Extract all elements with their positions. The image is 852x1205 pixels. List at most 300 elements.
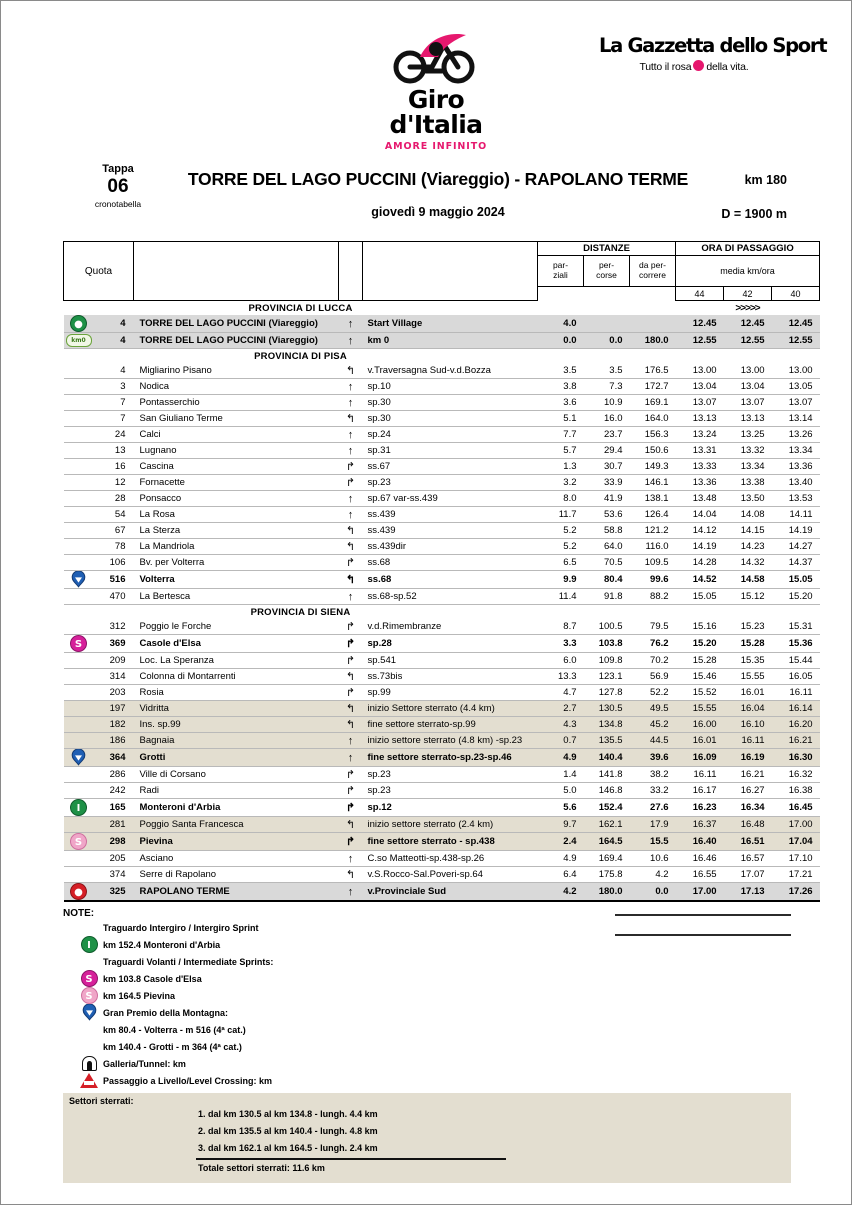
row-da-percorrere: 56.9 — [630, 669, 676, 685]
speed-arrows: >>>>> — [735, 302, 760, 314]
note-volanti-heading — [63, 953, 791, 970]
province-row-lucca — [64, 301, 820, 316]
signature-line-1 — [615, 914, 791, 916]
row-quota: 298 — [94, 833, 134, 851]
row-parziali: 3.5 — [538, 363, 584, 379]
row-icon-cell — [64, 817, 94, 833]
row-parziali: 5.0 — [538, 783, 584, 799]
row-place: Asciano — [134, 851, 339, 867]
table-row — [64, 379, 820, 395]
row-direction-arrow-icon: ↱ — [339, 767, 363, 783]
row-time-44: 16.40 — [676, 833, 724, 851]
gazzetta-logo — [599, 34, 827, 73]
row-time-40: 14.37 — [772, 555, 820, 571]
row-da-percorrere: 138.1 — [630, 491, 676, 507]
row-road: ss.439 — [363, 523, 538, 539]
table-head — [64, 242, 820, 301]
table-row — [64, 539, 820, 555]
level-crossing-icon — [75, 1073, 103, 1088]
row-road: inizio Settore sterrato (4.4 km) — [363, 701, 538, 717]
row-time-44: 16.55 — [676, 867, 724, 883]
row-da-percorrere: 52.2 — [630, 685, 676, 701]
row-road: sp.30 — [363, 411, 538, 427]
row-parziali: 6.0 — [538, 653, 584, 669]
row-time-42: 16.34 — [724, 799, 772, 817]
tunnel-text: Galleria/Tunnel: km — [103, 1058, 186, 1069]
row-percorse — [584, 315, 630, 333]
giro-logo-subtitle: AMORE INFINITO — [384, 141, 488, 152]
row-quota: 186 — [94, 733, 134, 749]
table-row — [64, 851, 820, 867]
row-direction-arrow-icon: ↰ — [339, 411, 363, 427]
row-time-42: 14.23 — [724, 539, 772, 555]
table-row — [64, 571, 820, 589]
row-place: Casole d'Elsa — [134, 635, 339, 653]
row-parziali: 0.0 — [538, 333, 584, 349]
row-da-percorrere: 176.5 — [630, 363, 676, 379]
row-time-40: 15.05 — [772, 571, 820, 589]
row-place: Fornacette — [134, 475, 339, 491]
row-icon-cell — [64, 315, 94, 333]
row-percorse: 123.1 — [584, 669, 630, 685]
row-icon-cell — [64, 851, 94, 867]
row-quota: 203 — [94, 685, 134, 701]
row-time-42: 15.35 — [724, 653, 772, 669]
gazzetta-subtitle — [599, 60, 789, 73]
row-place: Nodica — [134, 379, 339, 395]
row-direction-arrow-icon: ↑ — [339, 749, 363, 767]
row-icon-cell — [64, 427, 94, 443]
row-time-40: 16.20 — [772, 717, 820, 733]
gpm-icon — [70, 749, 87, 766]
row-parziali: 2.4 — [538, 833, 584, 851]
row-direction-arrow-icon: ↑ — [339, 443, 363, 459]
row-time-42: 13.00 — [724, 363, 772, 379]
row-direction-arrow-icon: ↑ — [339, 491, 363, 507]
row-time-44: 16.17 — [676, 783, 724, 799]
row-time-40: 13.36 — [772, 459, 820, 475]
row-time-40: 16.38 — [772, 783, 820, 799]
signature-lines — [615, 914, 791, 954]
row-parziali: 4.3 — [538, 717, 584, 733]
province-label-pisa: PROVINCIA DI PISA — [254, 350, 347, 362]
table-row — [64, 491, 820, 507]
row-quota: 24 — [94, 427, 134, 443]
row-place: Colonna di Montarrenti — [134, 669, 339, 685]
table-row — [64, 653, 820, 669]
sterrati-title: Settori sterrati: — [69, 1096, 134, 1106]
header-da-percorrere — [630, 256, 676, 287]
row-time-40: 17.04 — [772, 833, 820, 851]
row-time-44: 14.28 — [676, 555, 724, 571]
sterrati-item: 2. dal km 135.5 al km 140.4 - lungh. 4.8 km — [198, 1126, 378, 1136]
row-road: ss.73bis — [363, 669, 538, 685]
row-place: Volterra — [134, 571, 339, 589]
row-icon-cell — [64, 571, 94, 589]
header-place-blank — [134, 242, 339, 301]
gazzetta-sub-before: Tutto il rosa — [639, 61, 692, 73]
row-percorse: 7.3 — [584, 379, 630, 395]
row-place: Ins. sp.99 — [134, 717, 339, 733]
row-percorse: 16.0 — [584, 411, 630, 427]
row-place: La Bertesca — [134, 589, 339, 605]
stage-number-box — [73, 163, 163, 209]
table-row — [64, 685, 820, 701]
sterrati-total: Totale settori sterrati: 11.6 km — [198, 1163, 325, 1173]
table-row — [64, 427, 820, 443]
row-parziali: 4.0 — [538, 315, 584, 333]
stage-distance: km 180 — [744, 173, 787, 187]
row-time-44: 14.19 — [676, 539, 724, 555]
table-row — [64, 867, 820, 883]
row-da-percorrere: 49.5 — [630, 701, 676, 717]
row-direction-arrow-icon: ↑ — [339, 883, 363, 902]
row-road: sp.99 — [363, 685, 538, 701]
row-direction-arrow-icon: ↰ — [339, 817, 363, 833]
province-blank-lucca — [538, 301, 676, 316]
header-road-blank — [363, 242, 538, 301]
row-quota: 312 — [94, 619, 134, 635]
row-icon-cell — [64, 491, 94, 507]
row-percorse: 58.8 — [584, 523, 630, 539]
intergiro-heading-text: Traguardo Intergiro / Intergiro Sprint — [103, 922, 259, 933]
row-direction-arrow-icon: ↰ — [339, 669, 363, 685]
header-direction-blank — [339, 242, 363, 301]
row-icon-cell — [64, 749, 94, 767]
row-da-percorrere: 169.1 — [630, 395, 676, 411]
row-place: Vidritta — [134, 701, 339, 717]
row-direction-arrow-icon: ↑ — [339, 315, 363, 333]
row-icon-cell — [64, 733, 94, 749]
row-direction-arrow-icon: ↰ — [339, 523, 363, 539]
sterrati-box — [63, 1093, 791, 1183]
note-volanti-1 — [63, 970, 791, 987]
row-place: Loc. La Speranza — [134, 653, 339, 669]
row-place: Migliarino Pisano — [134, 363, 339, 379]
row-time-44: 16.37 — [676, 817, 724, 833]
row-parziali: 0.7 — [538, 733, 584, 749]
row-time-40: 16.30 — [772, 749, 820, 767]
row-time-44: 15.16 — [676, 619, 724, 635]
row-road: sp.541 — [363, 653, 538, 669]
gazzetta-sub-after: della vita. — [706, 61, 749, 73]
row-time-44: 13.48 — [676, 491, 724, 507]
row-parziali: 11.4 — [538, 589, 584, 605]
row-road: sp.23 — [363, 475, 538, 491]
row-quota: 106 — [94, 555, 134, 571]
row-time-40: 16.14 — [772, 701, 820, 717]
row-icon-cell — [64, 767, 94, 783]
stage-elevation-gain: D = 1900 m — [721, 207, 787, 221]
row-time-42: 16.11 — [724, 733, 772, 749]
table-row — [64, 783, 820, 799]
row-da-percorrere: 109.5 — [630, 555, 676, 571]
row-time-40: 13.05 — [772, 379, 820, 395]
row-time-42: 17.07 — [724, 867, 772, 883]
row-time-42: 14.58 — [724, 571, 772, 589]
row-parziali: 8.7 — [538, 619, 584, 635]
row-place: Rosia — [134, 685, 339, 701]
row-parziali: 3.3 — [538, 635, 584, 653]
row-percorse: 164.5 — [584, 833, 630, 851]
row-da-percorrere: 27.6 — [630, 799, 676, 817]
page-title: TORRE DEL LAGO PUCCINI (Viareggio) - RAPOLANO TERME — [187, 169, 689, 189]
row-time-42: 12.45 — [724, 315, 772, 333]
row-parziali: 11.7 — [538, 507, 584, 523]
header-speed-42: 42 — [724, 287, 772, 301]
table-row — [64, 799, 820, 817]
row-time-40: 16.11 — [772, 685, 820, 701]
row-icon-cell — [64, 475, 94, 491]
row-percorse: 180.0 — [584, 883, 630, 902]
row-time-44: 13.33 — [676, 459, 724, 475]
table-row — [64, 459, 820, 475]
note-crossing — [63, 1072, 791, 1089]
crossing-text: Passaggio a Livello/Level Crossing: km — [103, 1075, 273, 1086]
row-da-percorrere: 33.2 — [630, 783, 676, 799]
row-road: v.S.Rocco-Sal.Poveri-sp.64 — [363, 867, 538, 883]
table-row — [64, 411, 820, 427]
row-icon-cell — [64, 333, 94, 349]
table-body — [64, 301, 820, 902]
row-place: Cascina — [134, 459, 339, 475]
table-row — [64, 717, 820, 733]
note-volanti-2 — [63, 987, 791, 1004]
tunnel-icon — [75, 1056, 103, 1071]
row-parziali: 4.2 — [538, 883, 584, 902]
row-percorse: 80.4 — [584, 571, 630, 589]
province-row-siena — [64, 605, 820, 620]
row-da-percorrere: 126.4 — [630, 507, 676, 523]
row-time-44: 15.46 — [676, 669, 724, 685]
stage-date: giovedì 9 maggio 2024 — [371, 205, 505, 219]
table-row — [64, 555, 820, 571]
row-quota: 364 — [94, 749, 134, 767]
km-zero-icon: km0 — [66, 334, 92, 347]
row-direction-arrow-icon: ↱ — [339, 799, 363, 817]
table-row — [64, 883, 820, 902]
row-percorse: 0.0 — [584, 333, 630, 349]
header-media-kmora: media km/ora — [676, 256, 820, 287]
volanti-1-text: km 103.8 Casole d'Elsa — [103, 973, 202, 984]
row-time-44: 16.23 — [676, 799, 724, 817]
row-icon-cell — [64, 799, 94, 817]
table-row — [64, 817, 820, 833]
row-da-percorrere: 99.6 — [630, 571, 676, 589]
row-time-44: 12.45 — [676, 315, 724, 333]
row-time-40: 14.19 — [772, 523, 820, 539]
logo-band — [1, 1, 851, 161]
row-time-44: 16.01 — [676, 733, 724, 749]
row-percorse: 109.8 — [584, 653, 630, 669]
table-row — [64, 701, 820, 717]
sprint-magenta-icon: S — [70, 635, 87, 652]
row-time-40: 15.44 — [772, 653, 820, 669]
header-parziali-l1: par- — [552, 260, 569, 271]
row-percorse: 103.8 — [584, 635, 630, 653]
table-row — [64, 523, 820, 539]
row-quota: 369 — [94, 635, 134, 653]
row-direction-arrow-icon: ↰ — [339, 717, 363, 733]
row-place: Pievina — [134, 833, 339, 851]
row-parziali: 5.6 — [538, 799, 584, 817]
row-da-percorrere: 150.6 — [630, 443, 676, 459]
row-icon-cell — [64, 379, 94, 395]
header-speed-40: 40 — [772, 287, 820, 301]
row-icon-cell — [64, 589, 94, 605]
row-time-42: 15.23 — [724, 619, 772, 635]
row-road: ss.67 — [363, 459, 538, 475]
note-gpm-1 — [63, 1021, 791, 1038]
table-row — [64, 833, 820, 851]
row-time-42: 16.48 — [724, 817, 772, 833]
row-place: San Giuliano Terme — [134, 411, 339, 427]
row-road: sp.30 — [363, 395, 538, 411]
row-da-percorrere: 88.2 — [630, 589, 676, 605]
row-time-42: 13.50 — [724, 491, 772, 507]
row-direction-arrow-icon: ↑ — [339, 427, 363, 443]
row-direction-arrow-icon: ↱ — [339, 833, 363, 851]
row-quota: 54 — [94, 507, 134, 523]
row-parziali: 3.6 — [538, 395, 584, 411]
row-road: ss.68-sp.52 — [363, 589, 538, 605]
province-blank-pisa — [538, 349, 820, 364]
row-road: sp.31 — [363, 443, 538, 459]
row-percorse: 70.5 — [584, 555, 630, 571]
intergiro-entry-text: km 152.4 Monteroni d'Arbia — [103, 939, 221, 950]
row-quota: 165 — [94, 799, 134, 817]
note-gpm-heading — [63, 1004, 791, 1021]
row-percorse: 33.9 — [584, 475, 630, 491]
row-place: Lugnano — [134, 443, 339, 459]
row-quota: 16 — [94, 459, 134, 475]
row-da-percorrere: 70.2 — [630, 653, 676, 669]
sterrati-items — [63, 1106, 791, 1157]
row-place: Bagnaia — [134, 733, 339, 749]
table-row — [64, 669, 820, 685]
row-place: Monteroni d'Arbia — [134, 799, 339, 817]
row-direction-arrow-icon: ↑ — [339, 395, 363, 411]
province-row-pisa — [64, 349, 820, 364]
row-da-percorrere: 17.9 — [630, 817, 676, 833]
header-speed-44: 44 — [676, 287, 724, 301]
row-quota: 374 — [94, 867, 134, 883]
row-icon-cell — [64, 701, 94, 717]
row-icon-cell — [64, 443, 94, 459]
header-dapercorrere-l2: correre — [639, 270, 666, 280]
row-time-40: 15.31 — [772, 619, 820, 635]
giro-cyclist-icon — [386, 27, 486, 85]
row-percorse: 141.8 — [584, 767, 630, 783]
row-time-44: 16.00 — [676, 717, 724, 733]
row-time-40: 13.40 — [772, 475, 820, 491]
row-time-40: 13.07 — [772, 395, 820, 411]
row-road: v.Traversagna Sud-v.d.Bozza — [363, 363, 538, 379]
row-parziali: 4.7 — [538, 685, 584, 701]
row-time-40: 14.27 — [772, 539, 820, 555]
row-direction-arrow-icon: ↰ — [339, 701, 363, 717]
row-da-percorrere: 39.6 — [630, 749, 676, 767]
row-quota: 182 — [94, 717, 134, 733]
row-da-percorrere: 172.7 — [630, 379, 676, 395]
row-time-44: 13.07 — [676, 395, 724, 411]
cronotabella-label: cronotabella — [94, 198, 142, 209]
row-direction-arrow-icon: ↱ — [339, 459, 363, 475]
row-percorse: 53.6 — [584, 507, 630, 523]
row-direction-arrow-icon: ↑ — [339, 379, 363, 395]
gazzetta-title: La Gazzetta dello Sport — [599, 34, 827, 57]
table-row — [64, 619, 820, 635]
finish-icon: ● — [70, 883, 87, 900]
row-time-42: 13.32 — [724, 443, 772, 459]
sprint-magenta-icon: S — [75, 970, 103, 987]
row-parziali: 5.1 — [538, 411, 584, 427]
row-da-percorrere: 146.1 — [630, 475, 676, 491]
row-parziali: 4.9 — [538, 749, 584, 767]
row-time-42: 16.01 — [724, 685, 772, 701]
row-da-percorrere: 4.2 — [630, 867, 676, 883]
row-da-percorrere: 44.5 — [630, 733, 676, 749]
row-parziali: 9.9 — [538, 571, 584, 589]
row-quota: 28 — [94, 491, 134, 507]
header-dapercorrere-l1: da per- — [639, 260, 666, 271]
row-place: La Sterza — [134, 523, 339, 539]
row-quota: 4 — [94, 333, 134, 349]
row-percorse: 23.7 — [584, 427, 630, 443]
row-parziali: 3.2 — [538, 475, 584, 491]
row-place: La Rosa — [134, 507, 339, 523]
row-icon-cell — [64, 523, 94, 539]
row-time-44: 17.00 — [676, 883, 724, 902]
roadbook-table-wrap — [63, 241, 813, 902]
row-parziali: 3.8 — [538, 379, 584, 395]
row-place: Ponsacco — [134, 491, 339, 507]
row-time-40: 17.10 — [772, 851, 820, 867]
row-quota: 13 — [94, 443, 134, 459]
row-icon-cell — [64, 635, 94, 653]
signature-line-2 — [615, 934, 791, 936]
row-percorse: 135.5 — [584, 733, 630, 749]
row-parziali: 7.7 — [538, 427, 584, 443]
row-icon-cell — [64, 363, 94, 379]
volanti-heading-text: Traguardi Volanti / Intermediate Sprints: — [103, 956, 274, 967]
giro-logo-title: Giro d'Italia — [389, 85, 483, 139]
row-time-44: 14.04 — [676, 507, 724, 523]
row-parziali: 13.3 — [538, 669, 584, 685]
row-direction-arrow-icon: ↱ — [339, 475, 363, 491]
notes-section — [63, 908, 791, 1089]
row-icon-cell — [64, 717, 94, 733]
row-place: Ville di Corsano — [134, 767, 339, 783]
table-row — [64, 733, 820, 749]
row-icon-cell — [64, 833, 94, 851]
row-place: RAPOLANO TERME — [134, 883, 339, 902]
row-time-40: 17.00 — [772, 817, 820, 833]
pink-dot-icon — [693, 60, 704, 71]
row-percorse: 175.8 — [584, 867, 630, 883]
intergiro-icon: I — [75, 936, 103, 953]
row-percorse: 29.4 — [584, 443, 630, 459]
row-direction-arrow-icon: ↰ — [339, 571, 363, 589]
start-village-icon: ● — [70, 315, 87, 332]
row-quota: 78 — [94, 539, 134, 555]
row-parziali: 1.4 — [538, 767, 584, 783]
row-time-44: 13.24 — [676, 427, 724, 443]
row-da-percorrere: 15.5 — [630, 833, 676, 851]
row-percorse: 64.0 — [584, 539, 630, 555]
row-place: Calci — [134, 427, 339, 443]
row-da-percorrere: 164.0 — [630, 411, 676, 427]
